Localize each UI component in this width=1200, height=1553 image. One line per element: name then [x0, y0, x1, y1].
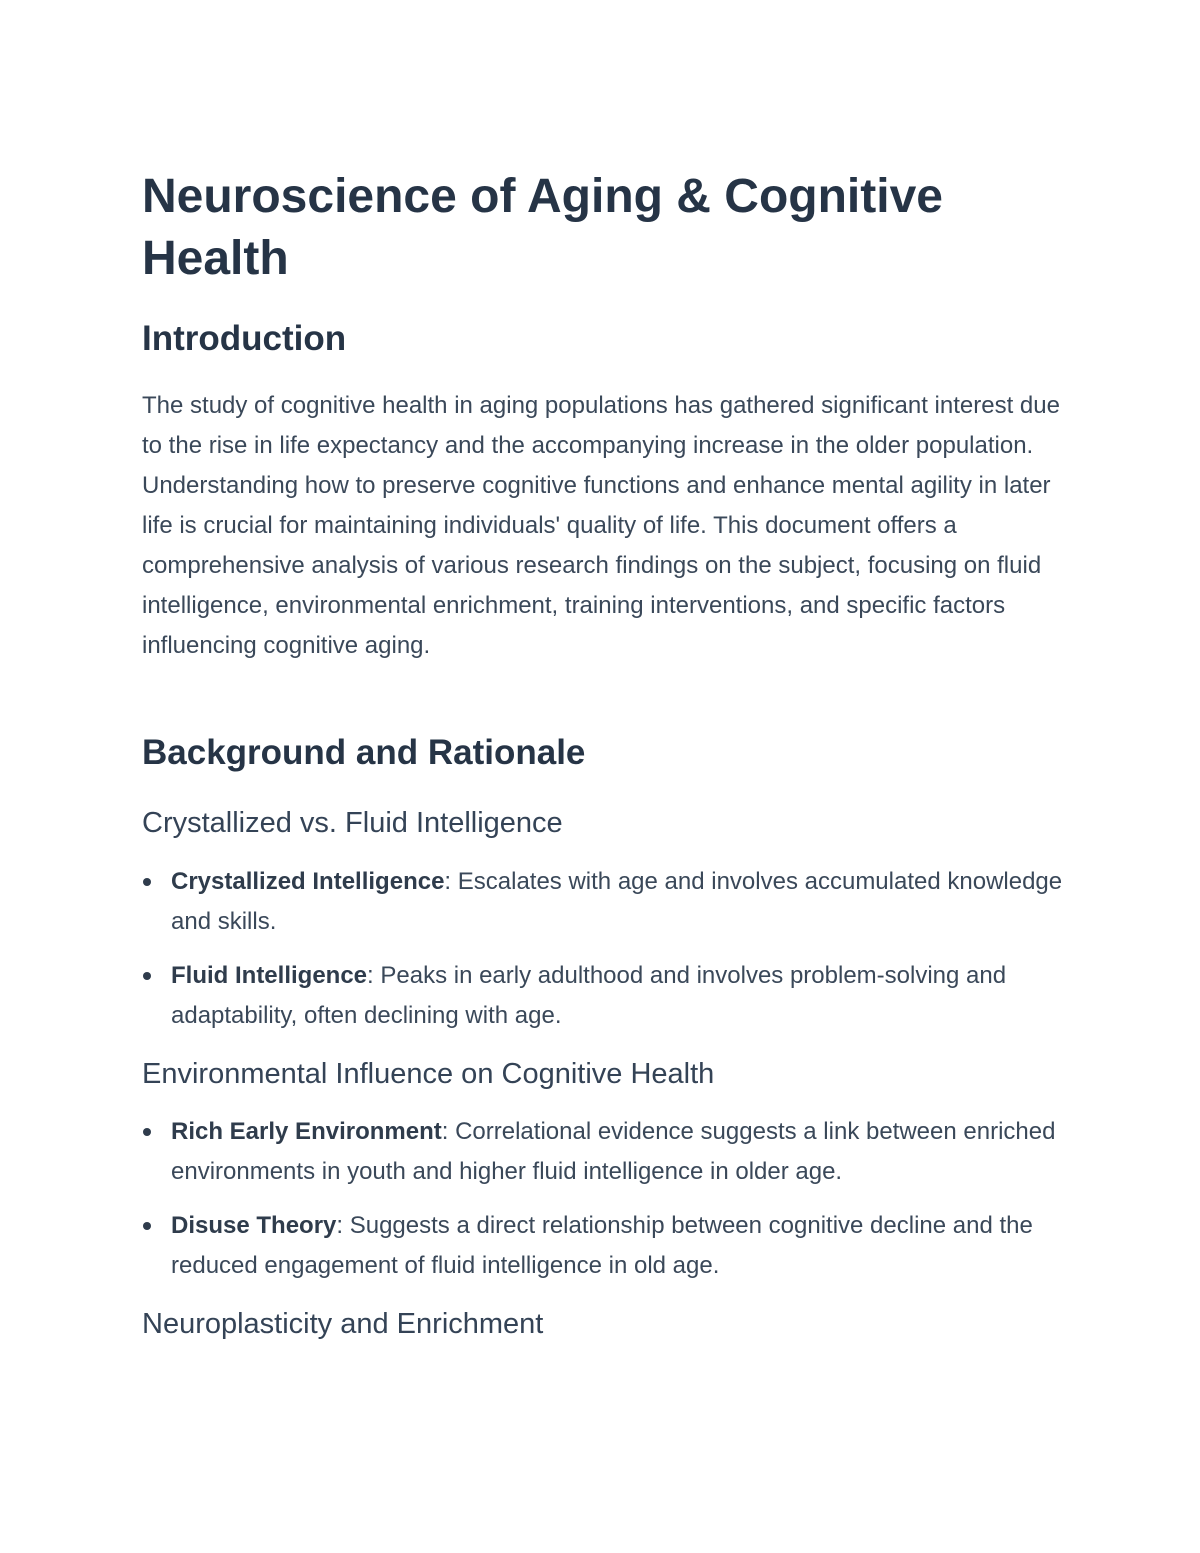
document-title: Neuroscience of Aging & Cognitive Health — [142, 170, 943, 285]
neuroplasticity-heading: Neuroplasticity and Enrichment — [142, 1308, 544, 1340]
bullet-icon — [143, 972, 151, 980]
crystallized-intelligence-text: : Escalates with age and involves accumulated knowledge and skills. — [171, 868, 1063, 935]
list-item — [142, 1206, 1072, 1286]
introduction-paragraph: The study of cognitive health in aging populations has gathered significant interest due to the rise in life expectancy and the accompanying increase in the older population. Understanding how to preserve cognitive functions and enhance mental agility in later life is crucial for maintaining individuals' quality of life. This document offers a comprehensive analysis of various research findings on the subject, focusing on fluid intelligence, environmental enrichment, training interventions, and specific factors influencing cognitive aging. — [142, 392, 1060, 659]
fluid-intelligence-text: : Peaks in early adulthood and involves problem-solving and adaptability, often declining with age. — [171, 962, 1007, 1029]
rich-early-environment-text: : Correlational evidence suggests a link between enriched environments in youth and higher fluid intelligence in older age. — [171, 1118, 1056, 1185]
list-item — [142, 1112, 1072, 1192]
rich-early-environment-term: Rich Early Environment — [171, 1118, 442, 1145]
crystallized-intelligence-term: Crystallized Intelligence — [171, 868, 445, 895]
introduction-heading: Introduction — [142, 319, 347, 358]
disuse-theory-text: : Suggests a direct relationship between cognitive decline and the reduced engagement of fluid intelligence in old age. — [171, 1212, 1033, 1279]
crystallized-vs-fluid-heading: Crystallized vs. Fluid Intelligence — [142, 807, 563, 839]
bullet-icon — [143, 1128, 151, 1136]
background-heading: Background and Rationale — [142, 733, 586, 772]
disuse-theory-term: Disuse Theory — [171, 1212, 337, 1239]
list-item — [142, 956, 1072, 1036]
list-item — [142, 862, 1072, 942]
fluid-intelligence-term: Fluid Intelligence — [171, 962, 368, 989]
environment-list — [142, 1112, 1072, 1300]
environmental-influence-heading: Environmental Influence on Cognitive Health — [142, 1058, 715, 1090]
bullet-icon — [143, 878, 151, 886]
bullet-icon — [143, 1222, 151, 1230]
intelligence-list — [142, 862, 1072, 1050]
